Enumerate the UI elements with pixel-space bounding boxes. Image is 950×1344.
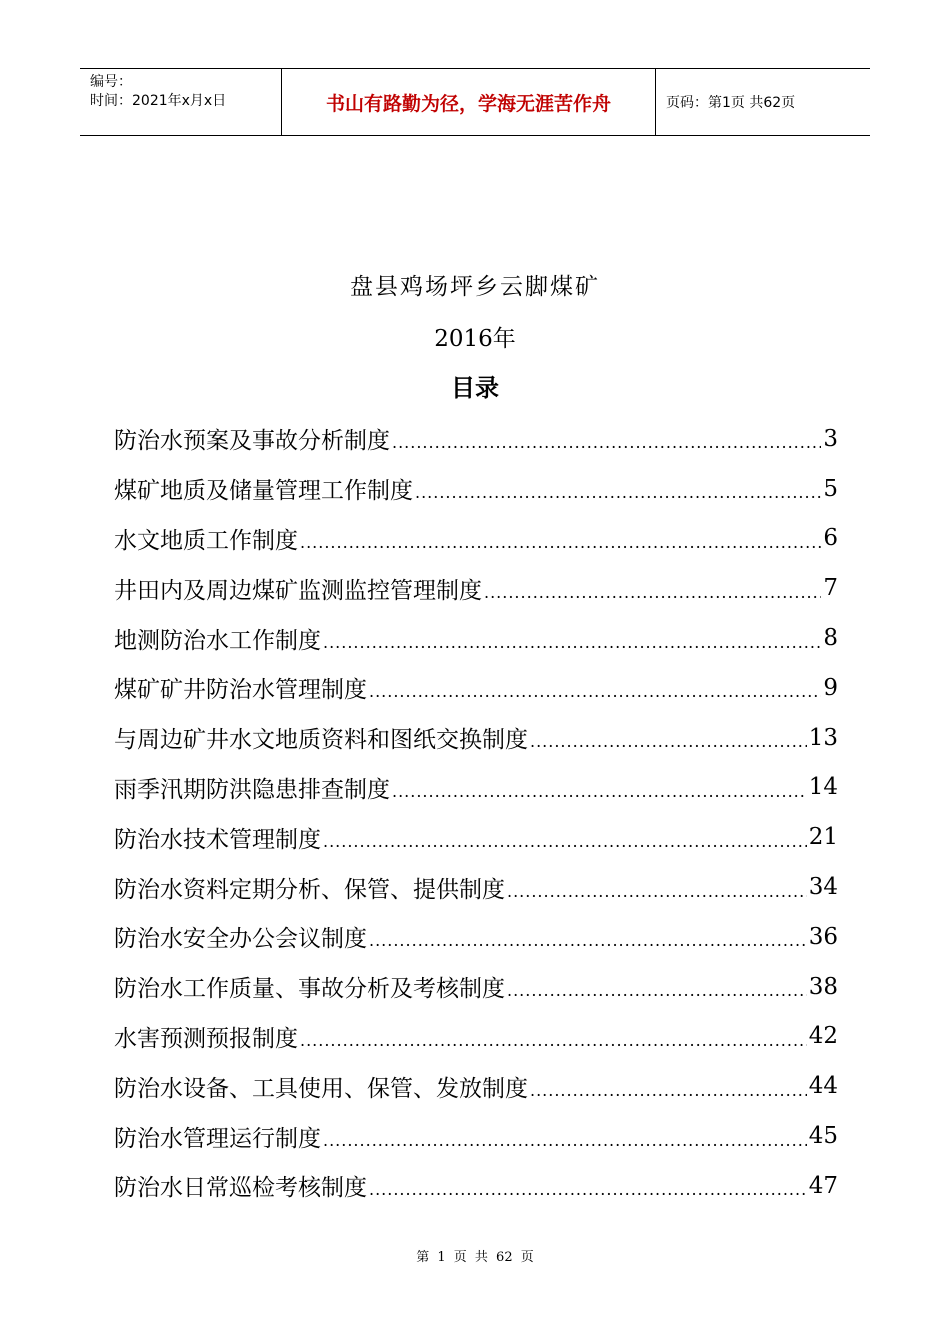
toc-entry-page: 42 xyxy=(808,1023,838,1050)
page-header xyxy=(80,68,870,136)
toc-entry-title: 井田内及周边煤矿监测监控管理制度 xyxy=(114,577,482,604)
toc-entry-page: 3 xyxy=(823,425,838,452)
toc-dot-leader xyxy=(484,583,821,602)
toc-entry[interactable] xyxy=(114,563,838,613)
toc-entry-title: 防治水资料定期分析、保管、提供制度 xyxy=(114,876,505,903)
toc-dot-leader xyxy=(392,433,821,452)
toc-entry-title: 与周边矿井水文地质资料和图纸交换制度 xyxy=(114,727,528,754)
page-footer: 第 1 页 共 62 页 xyxy=(416,1250,534,1265)
toc-entry[interactable] xyxy=(114,962,838,1012)
toc-dot-leader xyxy=(323,1131,807,1150)
toc-entry-title: 防治水预案及事故分析制度 xyxy=(114,428,390,455)
toc-dot-leader xyxy=(369,1180,807,1199)
toc-dot-leader xyxy=(392,782,807,801)
toc-entry[interactable] xyxy=(114,912,838,962)
toc-entry-page: 21 xyxy=(808,824,838,851)
toc-entry[interactable] xyxy=(114,663,838,713)
toc-entry-page: 36 xyxy=(808,923,838,950)
toc-entry-page: 34 xyxy=(808,874,838,901)
toc-entry-title: 防治水管理运行制度 xyxy=(114,1125,321,1152)
toc-dot-leader xyxy=(323,832,807,851)
toc-dot-leader xyxy=(369,931,807,950)
toc-entry-page: 45 xyxy=(808,1123,838,1150)
toc-entry[interactable] xyxy=(114,1161,838,1211)
table-of-contents xyxy=(114,414,838,1211)
header-page-info: 页码：第1页 共62页 xyxy=(666,95,796,111)
toc-entry-page: 38 xyxy=(808,973,838,1000)
toc-entry-title: 煤矿矿井防治水管理制度 xyxy=(114,677,367,704)
toc-entry-title: 防治水技术管理制度 xyxy=(114,826,321,853)
toc-entry[interactable] xyxy=(114,1012,838,1062)
toc-entry[interactable] xyxy=(114,464,838,514)
toc-dot-leader xyxy=(530,1081,807,1100)
toc-dot-leader xyxy=(530,732,807,751)
toc-entry[interactable] xyxy=(114,613,838,663)
toc-entry-title: 防治水日常巡检考核制度 xyxy=(114,1175,367,1202)
toc-dot-leader xyxy=(415,483,821,502)
toc-heading: 目录 xyxy=(451,374,499,402)
toc-entry[interactable] xyxy=(114,812,838,862)
toc-dot-leader xyxy=(300,533,821,552)
toc-entry[interactable] xyxy=(114,763,838,813)
toc-entry-title: 煤矿地质及储量管理工作制度 xyxy=(114,478,413,505)
toc-entry-title: 地测防治水工作制度 xyxy=(114,627,321,654)
toc-entry-title: 防治水设备、工具使用、保管、发放制度 xyxy=(114,1075,528,1102)
toc-entry[interactable] xyxy=(114,1111,838,1161)
toc-entry-title: 雨季汛期防洪隐患排查制度 xyxy=(114,776,390,803)
toc-entry-page: 6 xyxy=(823,525,838,552)
toc-entry-title: 水害预测预报制度 xyxy=(114,1025,298,1052)
toc-entry-title: 防治水工作质量、事故分析及考核制度 xyxy=(114,976,505,1003)
toc-dot-leader xyxy=(300,1031,807,1050)
serial-label: 编号： xyxy=(90,74,132,90)
toc-entry-title: 水文地质工作制度 xyxy=(114,527,298,554)
toc-entry[interactable] xyxy=(114,414,838,464)
toc-entry-page: 5 xyxy=(823,475,838,502)
toc-entry-page: 9 xyxy=(823,674,838,701)
toc-entry-page: 14 xyxy=(808,774,838,801)
toc-dot-leader xyxy=(323,633,821,652)
time-label: 时间：2021年x月x日 xyxy=(90,93,227,109)
toc-entry-page: 44 xyxy=(808,1073,838,1100)
toc-entry-page: 8 xyxy=(823,625,838,652)
header-meta xyxy=(80,69,282,135)
year-title: 2016年 xyxy=(434,326,516,352)
toc-entry-page: 47 xyxy=(808,1172,838,1199)
toc-entry-page: 7 xyxy=(823,575,838,602)
toc-entry-page: 13 xyxy=(808,724,838,751)
toc-entry-title: 防治水安全办公会议制度 xyxy=(114,926,367,953)
toc-entry[interactable] xyxy=(114,1061,838,1111)
toc-dot-leader xyxy=(507,882,807,901)
toc-dot-leader xyxy=(507,981,807,1000)
toc-entry[interactable] xyxy=(114,514,838,564)
toc-dot-leader xyxy=(369,682,821,701)
header-motto: 书山有路勤为径，学海无涯苦作舟 xyxy=(282,69,656,135)
org-title: 盘县鸡场坪乡云脚煤矿 xyxy=(350,274,600,300)
toc-entry[interactable] xyxy=(114,862,838,912)
toc-entry[interactable] xyxy=(114,713,838,763)
